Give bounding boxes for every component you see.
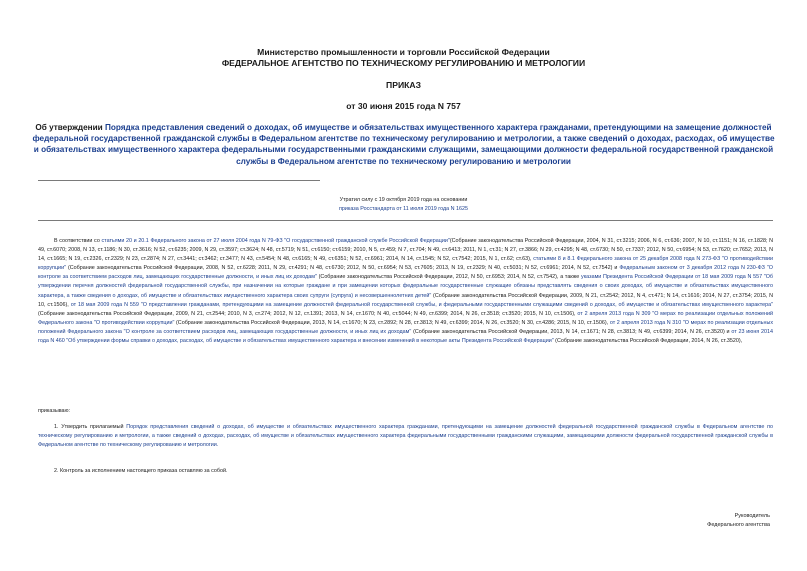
- preamble-text-4: (Собрание законодательства Российской Федерации, 2012, N 50, ст.6953; 2014, N 52, ст.7542), а также: [318, 274, 580, 281]
- preamble-paragraph: [38, 237, 773, 346]
- title-link[interactable]: Порядка представления сведений о доходах, об имуществе и обязательствах имущественного характера гражданами, претендующими на замещение должностей федеральной государственной гражданской службы в Федеральном агентстве по техническому регулированию и метрологии, а также сведений о доходах, расходах, об имуществе и обязательствах имущественного характера федеральными государственными гражданскими служащими, замещающими должности федеральной государственной гражданской службы в Федеральном агентстве по техническому регулированию и метрологии: [32, 123, 775, 166]
- preamble-text-1: В соответствии со: [54, 238, 100, 244]
- signature-title: Руководитель: [734, 513, 770, 519]
- law-link-230fz[interactable]: Федеральным законом от 3 декабря 2012 года N 230-ФЗ "О контроле за соответствием расходов лиц, замещающих государственные должности, и иных лиц их доходам": [38, 265, 773, 281]
- lapse-notice: Утратил силу с 19 октября 2019 года на основании: [339, 197, 468, 203]
- preamble-text-6: (Собрание законодательства Российской Федерации, 2009, N 21, ст.2544; 2010, N 3, ст.274; 2012, N 12, ст.1391; 2013, N 14, ст.1670; N 40, ст.5044; N 49, ст.6399; 2014, N 26, ст.3518; ст.3520; 2015, N 10, ст.1506),: [38, 310, 576, 317]
- decree-link-460[interactable]: от 23 июня 2014 года N 460 "Об утверждении формы справки о доходах, расходах, об имуществе и обязательствах имущественного характера и внесении изменений в некоторые акты Президента Российской Федерации": [38, 328, 774, 345]
- law-link-79fz[interactable]: статьями 20 и 20.1 Федерального закона от 27 июля 2004 года N 79-ФЗ "О государственной гражданской службе Российской Федерации": [101, 238, 450, 244]
- preamble-text-2: (Собрание законодательства Российской Федерации, 2004, N 31, ст.3215; 2006, N 6, ст.636; 2007, N 10, ст.1151; N 16, ст.1828; N 49, ст.6070; 2008, N 13, ст.1186; N 30, ст.3616; N 52, ст.6235; 2009, N 29, ст.3597; ст.3624; N 48, ст.5719; N 51, ст.6150; ст.6159; 2010, N 5, ст.459; N 7, ст.704; N 49, ст.6413; 2011, N 1, ст.31; N 27, ст.3866; N 29, ст.4295; N 48, ст.6730; N 50, ст.7337; 2012, N 50, ст.6954; N 53, ст.7620; ст.7652; 2013, N 14, ст.1665; N 19, ст.2326, ст.2329; N 23, ст.2874; N 27, ст.3441; ст.3462; ст.3477; N 43, ст.5454; N 48, ст.6165; N 49, ст.6351; N 52, ст.6961; 2014, N 14, ст.1545; N 52, ст.7542; 2015, N 1, ст.62; ст.63),: [38, 238, 774, 263]
- title-prefix: Об утверждении: [35, 123, 103, 132]
- signature-agency: Федерального агентства: [707, 522, 770, 528]
- document-title: [30, 122, 777, 167]
- preamble-text-7: (Собрание законодательства Российской Федерации, 2013, N 14, ст.1670; N 23, ст.2892; N 28, ст.3813; N 49, ст.6399; 2014, N 26, ст.3520; N 30, ст.4286; 2015, N 10, ст.1506),: [176, 319, 609, 326]
- decree-link-310[interactable]: от 2 апреля 2013 года N 310 "О мерах по реализации отдельных положений Федерального закона "О контроле за соответствием расходов лиц, замещающих государственные должности, и иных лиц их доходам": [38, 319, 774, 335]
- ministry-name: Министерство промышленности и торговли Российской Федерации: [257, 47, 550, 57]
- order-verb: приказываю:: [38, 408, 71, 414]
- document-date-number: от 30 июня 2015 года N 757: [346, 101, 461, 111]
- document-type: ПРИКАЗ: [386, 80, 421, 90]
- preamble-text-3: (Собрание законодательства Российской Федерации, 2008, N 52, ст.6228; 2011, N 29, ст.4291; N 48, ст.6730; 2012, N 50, ст.6954; N 53, ст.7605; 2013, N 19, ст.2329; N 40, ст.5031; N 52, ст.6961; 2014, N 52, ст.7542) и: [67, 265, 618, 272]
- separator-bottom: [38, 220, 773, 221]
- lapse-link[interactable]: приказа Росстандарта от 11 июля 2019 года N 1625: [338, 206, 469, 212]
- procedure-link[interactable]: Порядок представления сведений о доходах, об имуществе и обязательствах имущественного характера гражданами, претендующими на замещение должностей федеральной государственной гражданской службы в Федеральном агентстве по техническому регулированию и метрологии, а также сведений о доходах, расходах, об имуществе и обязательствах имущественного характера федеральными государственными гражданскими служащими, замещающими должности федеральной государственной гражданской службы в Федеральном агентстве по техническому регулированию и метрологии.: [38, 424, 774, 449]
- order-item-1: [38, 423, 773, 450]
- order-item-1-text: 1. Утвердить прилагаемый: [54, 424, 124, 430]
- decree-link-559[interactable]: от 18 мая 2009 года N 559 "О представлении гражданами, претендующими на замещение должностей федеральной государственной службы, и федеральными государственными служащими сведений о доходах, об имуществе и обязательствах имущественного характера": [70, 301, 774, 308]
- order-item-2: 2. Контроль за исполнением настоящего приказа оставляю за собой.: [54, 468, 228, 474]
- decree-link-309[interactable]: от 2 апреля 2013 года N 309 "О мерах по реализации отдельных положений Федерального закона "О противодействии коррупции": [38, 310, 773, 326]
- preamble-text-8: (Собрание законодательства Российской Федерации, 2013, N 14, ст.1671; N 28, ст.3813; N 49, ст.6399; 2014, N 26, ст.3520) и: [413, 328, 730, 335]
- agency-name: ФЕДЕРАЛЬНОЕ АГЕНТСТВО ПО ТЕХНИЧЕСКОМУ РЕГУЛИРОВАНИЮ И МЕТРОЛОГИИ: [221, 58, 586, 68]
- decree-link-557[interactable]: указами Президента Российской Федерации от 18 мая 2009 года N 557 "Об утверждении перечня должностей федеральной государственной службы, при назначении на которые граждане и при замещении которых федеральные государственные служащие обязаны представлять сведения о своих доходах, об имуществе и обязательствах имущественного характера, а также сведения о доходах, об имуществе и обязательствах имущественного характера своих супруги (супруга) и несовершеннолетних детей": [38, 274, 773, 299]
- preamble-text-5: (Собрание законодательства Российской Федерации, 2009, N 21, ст.2542; 2012, N 4, ст.471; N 14, ст.1616; 2014, N 27, ст.3754; 2015, N 10, ст.1506),: [38, 292, 774, 308]
- preamble-text-9: (Собрание законодательства Российской Федерации, 2014, N 26, ст.3520),: [555, 338, 743, 345]
- separator-top: [38, 180, 320, 181]
- law-link-273fz[interactable]: статьями 8 и 8.1 Федерального закона от 25 декабря 2008 года N 273-ФЗ "О противодействии коррупции": [38, 256, 774, 272]
